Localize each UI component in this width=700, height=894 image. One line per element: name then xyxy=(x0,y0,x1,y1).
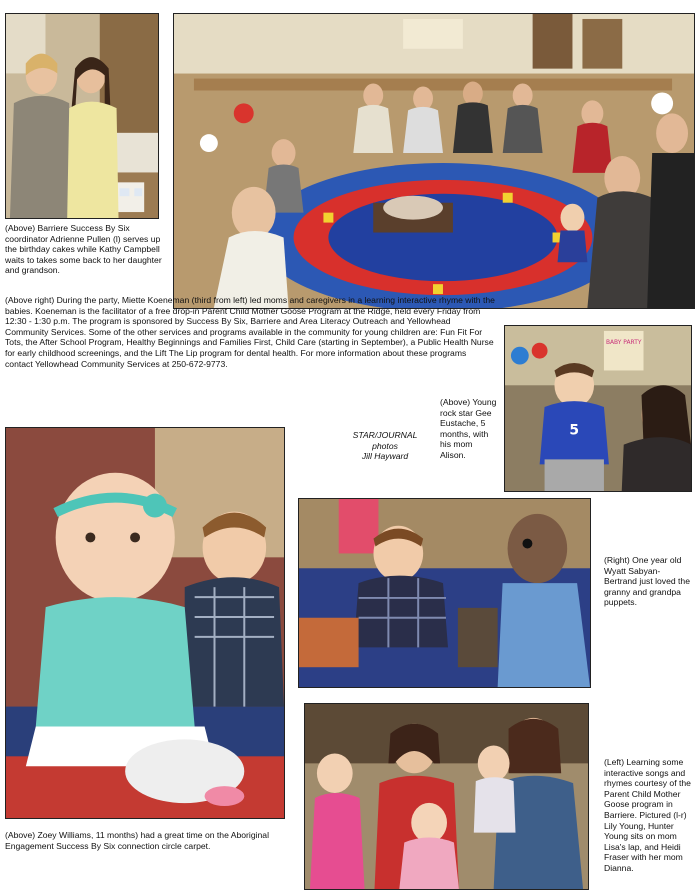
photo-rock-star-baby xyxy=(504,325,692,492)
credit-photos-label: photos xyxy=(372,440,398,451)
party-sign-text: BABY PARTY xyxy=(605,338,642,346)
party-sign xyxy=(604,331,644,371)
caption-wyatt: (Right) One year old Wyatt Sabyan-Bertrand just loved the granny and grandpa puppets. xyxy=(604,555,690,608)
caption-circle-rhyme: (Above right) During the party, Miette Koeneman (third from left) led moms and caregivers in a learning interactive rhyme with the babies. Koeneman is the facilitator of a free drop-in Parent Child Mother Goose Program at the Ridge, held every Friday from 12:30 - 1:30 p.m. The program is sponsored by Success By Six, Barriere and Area Literacy Outreach and Yellowhead Community Services. Some of the other services and programs available in the community for young children are: Fun Fit For Tots, the After School Program, Healthy Beginnings and Families First, Child Care (starting in September), a Public Health Nurse for early childhood screenings, and the Lift The Lip program for dental health. For more information about these programs contact Yellowhead Community Services at 250-672-9773. xyxy=(5,295,495,369)
caption-mother-goose-group: (Left) Learning some interactive songs and rhymes courtesy of the Parent Child Mother Goose program in Barriere. Pictured (l-r) Lily Young, Hunter Young sits on mom Lisa's lap, and Heidi Fraser with her mom Dianna. xyxy=(604,757,691,873)
photo-zoey xyxy=(5,427,285,819)
credit-photographer: Jill Hayward xyxy=(361,451,409,462)
credit-publication: STAR/JOURNAL xyxy=(352,430,418,440)
caption-zoey: (Above) Zoey Williams, 11 months) had a great time on the Aboriginal Engagement Success By Six connection circle carpet. xyxy=(5,830,269,851)
photo-cake-serving xyxy=(5,13,159,219)
caption-cake-serving: (Above) Barriere Success By Six coordinator Adrienne Pullen (l) serves up the birthday cakes while Kathy Campbell waits to takes some back to her daughter and grandson. xyxy=(5,223,162,276)
photo-circle-rhyme xyxy=(173,13,695,309)
shirt-print: 5 xyxy=(569,422,580,439)
photo-wyatt-puppets xyxy=(298,498,591,688)
caption-rock-star-baby: (Above) Young rock star Gee Eustache, 5 months, with his mom Alison. xyxy=(440,397,497,460)
photo-mother-goose-group xyxy=(304,703,589,890)
photo-credit xyxy=(350,430,420,462)
